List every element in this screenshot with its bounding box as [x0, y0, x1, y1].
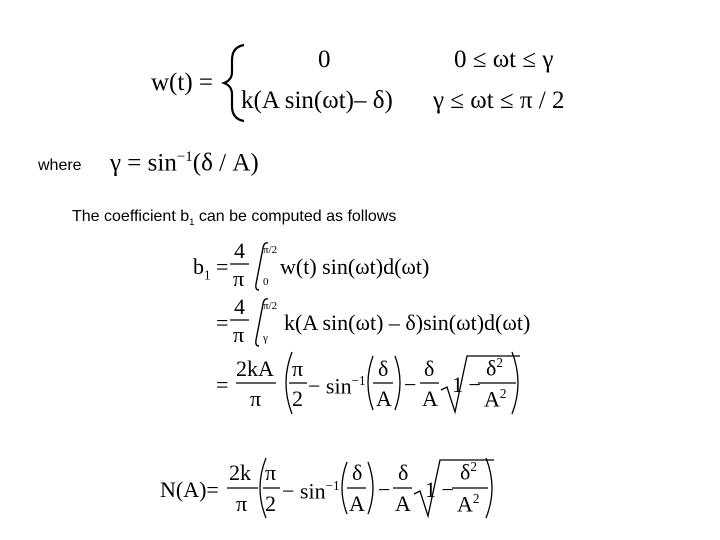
coefficient-sentence: The coefficient $b_1$ can be computed as follows [72, 208, 397, 229]
line3-delta-den: A [376, 386, 392, 411]
na-delta-num-2: δ [398, 460, 409, 485]
na-denominator: π [236, 491, 248, 516]
line1-integrand: w(t) sin(ωt)d(ωt) [280, 254, 430, 279]
line3-delta-den-2: A [422, 386, 438, 411]
line3-numerator: 2kA [236, 356, 274, 381]
case2-condition: γ ≤ ωt ≤ π / 2 [433, 87, 565, 114]
na-one-minus: 1 − [425, 477, 454, 502]
line3-delta-num-2: δ [424, 356, 435, 381]
line3-delta-num: δ [378, 356, 389, 381]
line3-denominator: π [250, 386, 262, 411]
line1-numerator: 4 [234, 238, 245, 263]
b1-lhs: $b_1$ [193, 254, 211, 283]
line2-integrand: k(A sin(ωt) – δ)sin(ωt)d(ωt) [284, 310, 531, 335]
gamma-lhs: γ = sin [110, 149, 177, 177]
na-pi-den: 2 [265, 491, 276, 516]
na-minus: − [378, 477, 391, 502]
gamma-exponent: −1 [176, 149, 193, 165]
where-label: where [38, 157, 82, 174]
line3-one-minus: 1 − [452, 372, 481, 397]
na-A-squared: $A^2$ [457, 491, 480, 517]
line3-delta-squared: $\delta^2$ [486, 355, 503, 381]
line1-equals: = [216, 254, 229, 279]
line2-numerator: 4 [234, 294, 245, 319]
line2-lower-limit: γ [263, 332, 268, 344]
line1-lower-limit: 0 [263, 276, 269, 288]
line3-pi-num: π [292, 356, 304, 381]
case1-value: 0 [318, 46, 331, 73]
na-minus-sin: − $\sin^{-1}$ [282, 478, 340, 504]
line1-denominator: π [233, 266, 245, 291]
line2-denominator: π [233, 322, 245, 347]
gamma-rhs: (δ / A) [192, 149, 259, 177]
line3-minus: − [404, 372, 417, 397]
line3-pi-den: 2 [292, 386, 303, 411]
line3-minus-sin: − $\sin^{-1}$ [308, 373, 366, 399]
na-lhs: N(A)= [160, 477, 219, 502]
line3-equals: = [216, 372, 229, 397]
case2-value: k(A sin(ωt)– δ) [241, 87, 393, 114]
na-pi-num: π [265, 460, 277, 485]
line1-upper-limit: π/2 [263, 244, 278, 256]
case1-condition: 0 ≤ ωt ≤ γ [454, 46, 554, 73]
na-numerator: 2k [229, 460, 251, 485]
line2-equals: = [216, 310, 229, 335]
piecewise-lhs: w(t) = [151, 69, 213, 96]
line3-A-squared: $A^2$ [484, 386, 507, 412]
line2-upper-limit: π/2 [263, 300, 278, 312]
na-delta-den: A [349, 491, 365, 516]
na-delta-squared: $\delta^2$ [460, 459, 477, 485]
na-delta-num: δ [352, 460, 363, 485]
na-delta-den-2: A [395, 491, 411, 516]
